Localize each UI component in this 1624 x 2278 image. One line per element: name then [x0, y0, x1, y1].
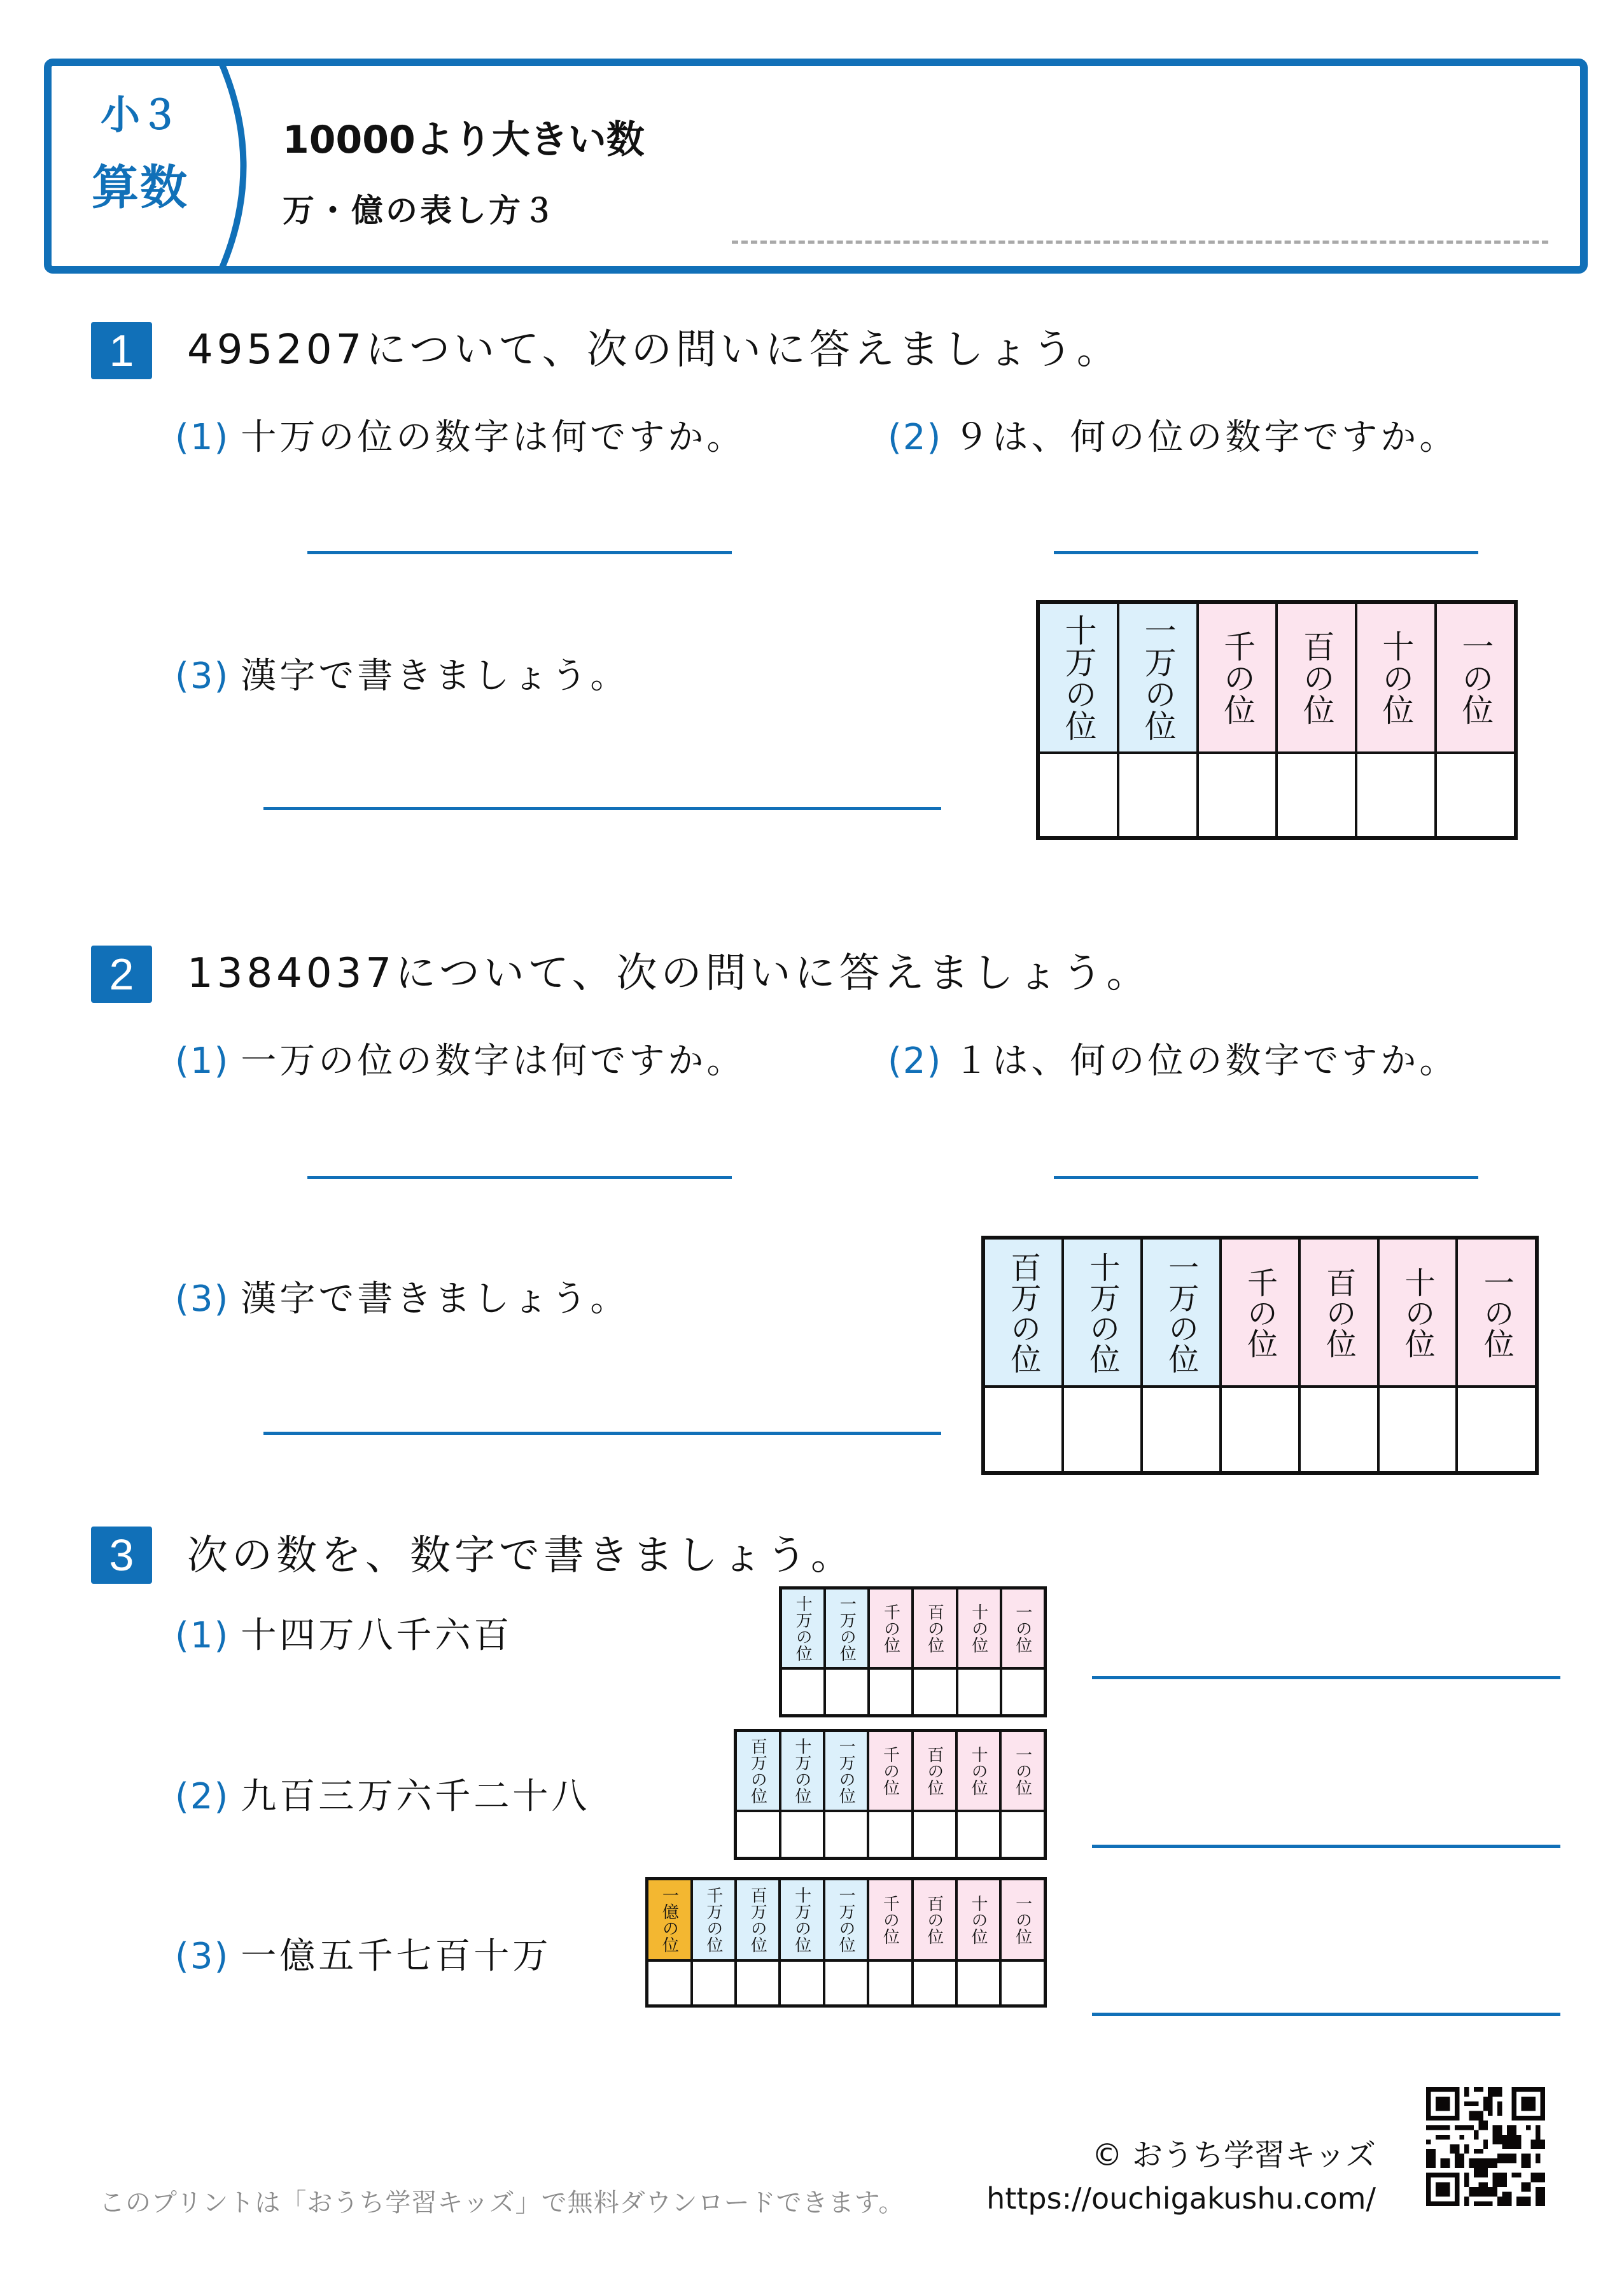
header-cell: 百の位	[913, 1588, 956, 1668]
header-cell: 千万の位	[692, 1879, 736, 1960]
answer-cell[interactable]	[1378, 1387, 1457, 1473]
answer-cell[interactable]	[647, 1960, 692, 2006]
answer-cell[interactable]	[1000, 1960, 1045, 2006]
name-write-line[interactable]	[732, 241, 1548, 244]
question-number: (1)	[175, 417, 230, 458]
header-cell: 十の位	[957, 1588, 1001, 1668]
question-text: 漢字で書きましょう。	[241, 655, 629, 697]
answer-cell[interactable]	[869, 1668, 913, 1716]
header-cell: 十の位	[956, 1879, 1000, 1960]
answer-cell[interactable]	[692, 1960, 736, 2006]
answer-cell[interactable]	[1221, 1387, 1299, 1473]
header-cell: 一の位	[1001, 1588, 1046, 1668]
s3-q1-answer-line[interactable]	[1092, 1676, 1560, 1679]
s2-q2-answer-line[interactable]	[1054, 1176, 1478, 1179]
question-text: 一万の位の数字は何ですか。	[241, 1040, 746, 1082]
header-cell: 十の位	[1356, 602, 1436, 753]
section-1-prompt: 495207について、次の問いに答えましょう。	[187, 326, 1121, 374]
answer-cell[interactable]	[1356, 753, 1436, 838]
header-cell: 一の位	[1457, 1238, 1537, 1387]
header-cell: 一の位	[1000, 1731, 1045, 1811]
question-number: (3)	[175, 1278, 230, 1320]
s1-place-value-table	[1036, 600, 1518, 840]
answer-cell[interactable]	[956, 1811, 1000, 1859]
s3-q3-place-value-table	[645, 1877, 1047, 2008]
answer-cell[interactable]	[781, 1668, 825, 1716]
s2-question-1	[175, 1040, 746, 1082]
s1-question-2	[888, 417, 1459, 458]
answer-cell[interactable]	[1001, 1668, 1046, 1716]
header-cell: 千の位	[869, 1588, 913, 1668]
s1-question-1	[175, 417, 746, 458]
answer-cell[interactable]	[736, 1811, 780, 1859]
answer-cell[interactable]	[1299, 1387, 1378, 1473]
header-cell: 千の位	[1221, 1238, 1299, 1387]
answer-cell[interactable]	[780, 1960, 823, 2006]
section-2-prompt: 1384037について、次の問いに答えましょう。	[187, 950, 1151, 997]
header-cell: 百の位	[913, 1731, 956, 1811]
header-cell: 一億の位	[647, 1879, 692, 1960]
header-cell: 十万の位	[780, 1879, 823, 1960]
section-2-badge: 2	[91, 946, 152, 1003]
copyright: © おうち学習キッズ	[1091, 2137, 1376, 2173]
header-cell: 一万の位	[824, 1731, 868, 1811]
question-number: (2)	[175, 1776, 230, 1817]
header-cell: 百万の位	[736, 1731, 780, 1811]
s1-q2-answer-line[interactable]	[1054, 551, 1478, 554]
header-cell: 一万の位	[1142, 1238, 1221, 1387]
answer-cell[interactable]	[736, 1960, 780, 2006]
s3-question-1	[175, 1615, 513, 1656]
answer-cell[interactable]	[1118, 753, 1198, 838]
header-cell: 百万の位	[983, 1238, 1063, 1387]
header-cell: 十の位	[956, 1731, 1000, 1811]
header-cell: 百の位	[1299, 1238, 1378, 1387]
page-title: 10000より大きい数	[283, 118, 645, 162]
header-cell: 百の位	[1277, 602, 1356, 753]
footer-note: このプリントは「おうち学習キッズ」で無料ダウンロードできます。	[99, 2188, 905, 2218]
s1-q1-answer-line[interactable]	[307, 551, 732, 554]
header-cell: 千の位	[868, 1879, 912, 1960]
answer-cell[interactable]	[868, 1811, 912, 1859]
question-number: (1)	[175, 1040, 230, 1082]
answer-cell[interactable]	[957, 1668, 1001, 1716]
question-number: (3)	[175, 1936, 230, 1977]
subject-label: 算数	[92, 160, 188, 215]
s2-q1-answer-line[interactable]	[307, 1176, 732, 1179]
header-cell: 一万の位	[824, 1879, 868, 1960]
s2-question-3	[175, 1278, 629, 1320]
s3-q2-place-value-table	[734, 1729, 1047, 1860]
header-cell: 一の位	[1000, 1879, 1045, 1960]
question-text: 十四万八千六百	[241, 1615, 513, 1656]
answer-cell[interactable]	[824, 1960, 868, 2006]
question-number: (2)	[888, 1040, 942, 1082]
grade-label: 小３	[100, 92, 179, 138]
question-text: 漢字で書きましょう。	[241, 1278, 629, 1320]
answer-cell[interactable]	[824, 1811, 868, 1859]
header-cell: 百万の位	[736, 1879, 780, 1960]
header-cell: 十万の位	[1063, 1238, 1142, 1387]
question-number: (2)	[888, 417, 942, 458]
header-cell: 十の位	[1378, 1238, 1457, 1387]
s2-question-2	[888, 1040, 1459, 1082]
answer-cell[interactable]	[1198, 753, 1277, 838]
answer-cell[interactable]	[913, 1811, 956, 1859]
header-cell: 十万の位	[781, 1588, 825, 1668]
answer-cell[interactable]	[780, 1811, 824, 1859]
header-cell: 一の位	[1436, 602, 1516, 753]
answer-cell[interactable]	[1436, 753, 1516, 838]
section-3-badge: 3	[91, 1527, 152, 1584]
header-cell: 十万の位	[780, 1731, 824, 1811]
answer-cell[interactable]	[1142, 1387, 1221, 1473]
answer-cell[interactable]	[1063, 1387, 1142, 1473]
s3-question-3	[175, 1936, 552, 1977]
answer-cell[interactable]	[983, 1387, 1063, 1473]
answer-cell[interactable]	[825, 1668, 869, 1716]
answer-cell[interactable]	[868, 1960, 912, 2006]
question-number: (1)	[175, 1615, 230, 1656]
question-text: １は、何の位の数字ですか。	[953, 1040, 1459, 1082]
header-cell: 千の位	[1198, 602, 1277, 753]
question-number: (3)	[175, 655, 230, 697]
section-3-prompt: 次の数を、数字で書きましょう。	[187, 1532, 855, 1579]
site-url-link[interactable]: https://ouchigakushu.com/	[986, 2181, 1376, 2216]
s3-q1-place-value-table	[779, 1586, 1047, 1717]
answer-cell[interactable]	[1277, 753, 1356, 838]
question-text: 十万の位の数字は何ですか。	[241, 417, 746, 458]
section-1-badge: 1	[91, 322, 152, 379]
s3-q3-answer-line[interactable]	[1092, 2013, 1560, 2016]
s2-q3-answer-line[interactable]	[263, 1432, 941, 1435]
page-subtitle: 万・億の表し方３	[283, 192, 557, 229]
question-text: 一億五千七百十万	[241, 1936, 552, 1977]
answer-cell[interactable]	[913, 1668, 956, 1716]
answer-cell[interactable]	[956, 1960, 1000, 2006]
s3-q2-answer-line[interactable]	[1092, 1845, 1560, 1848]
answer-cell[interactable]	[913, 1960, 956, 2006]
question-text: ９は、何の位の数字ですか。	[953, 417, 1459, 458]
answer-cell[interactable]	[1038, 753, 1118, 838]
qr-code-icon[interactable]	[1426, 2087, 1545, 2206]
header-cell: 一万の位	[825, 1588, 869, 1668]
s1-question-3	[175, 655, 629, 697]
question-text: 九百三万六千二十八	[241, 1776, 591, 1817]
header-cell: 百の位	[913, 1879, 956, 1960]
answer-cell[interactable]	[1457, 1387, 1537, 1473]
s1-q3-answer-line[interactable]	[263, 807, 941, 810]
header-cell: 十万の位	[1038, 602, 1118, 753]
s2-place-value-table	[981, 1236, 1539, 1475]
answer-cell[interactable]	[1000, 1811, 1045, 1859]
header-cell: 一万の位	[1118, 602, 1198, 753]
s3-question-2	[175, 1776, 591, 1817]
header-cell: 千の位	[868, 1731, 912, 1811]
